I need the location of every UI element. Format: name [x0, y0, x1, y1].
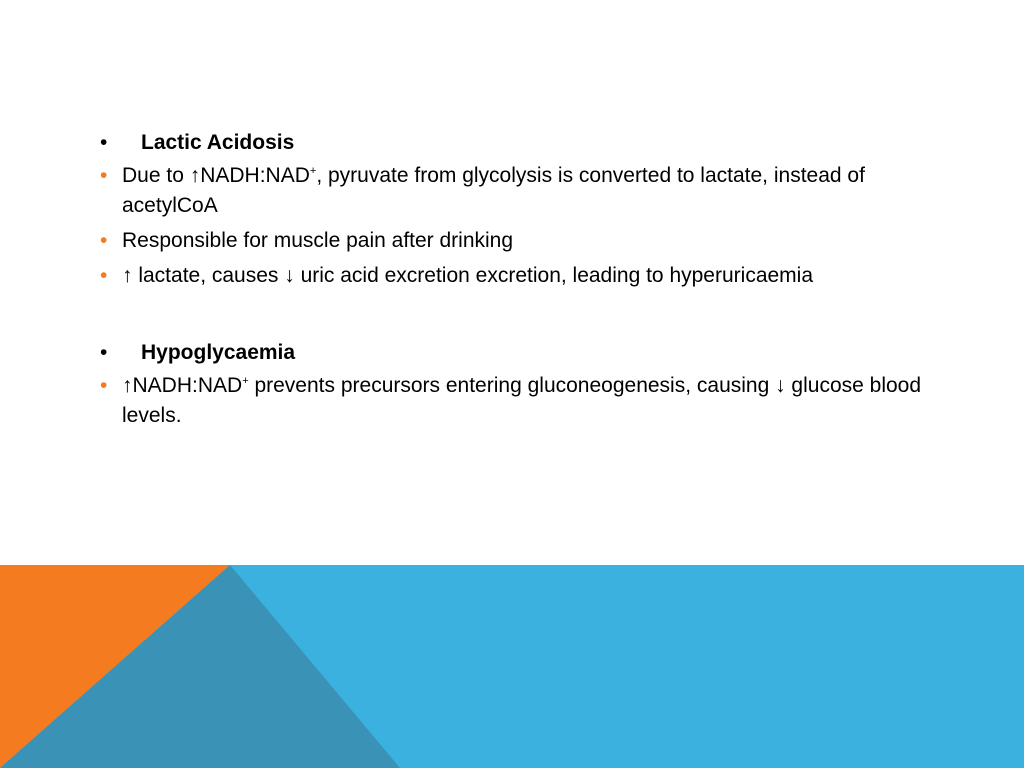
bullet-item: [100, 226, 940, 256]
bullet-item: [100, 261, 940, 291]
bullet-text: Responsible for muscle pain after drinking: [122, 229, 514, 252]
orange-bullet: •: [100, 164, 108, 187]
bullet-text-post: prevents precursors entering gluconeogenesis, causing ↓ glucose blood levels.: [122, 374, 922, 427]
section-heading-text: Lactic Acidosis: [141, 131, 295, 154]
bullet-text: ↑ lactate, causes ↓ uric acid excretion excretion, leading to hyperuricaemia: [122, 264, 814, 287]
bullet-item: [100, 371, 940, 431]
section-gap: [100, 296, 940, 338]
orange-bullet: •: [100, 229, 108, 252]
bullet-text-pre: ↑NADH:NAD: [122, 374, 243, 397]
section-heading-text: Hypoglycaemia: [141, 341, 296, 364]
bullet-text-post: , pyruvate from glycolysis is converted to lactate, instead of acetylCoA: [122, 164, 865, 217]
bullet-item: [100, 161, 940, 221]
heading-bullet: •: [100, 341, 108, 364]
superscript-plus: +: [242, 375, 249, 387]
slide-content: [100, 128, 940, 436]
superscript-plus: +: [309, 165, 317, 177]
bullet-text-pre: Due to ↑NADH:NAD: [122, 164, 310, 187]
orange-bullet: •: [100, 374, 108, 397]
decorative-footer-band: [0, 565, 1024, 768]
section-heading-lactic-acidosis: [100, 128, 940, 158]
section-heading-hypoglycaemia: [100, 338, 940, 368]
heading-bullet: •: [100, 131, 108, 154]
orange-bullet: •: [100, 264, 108, 287]
